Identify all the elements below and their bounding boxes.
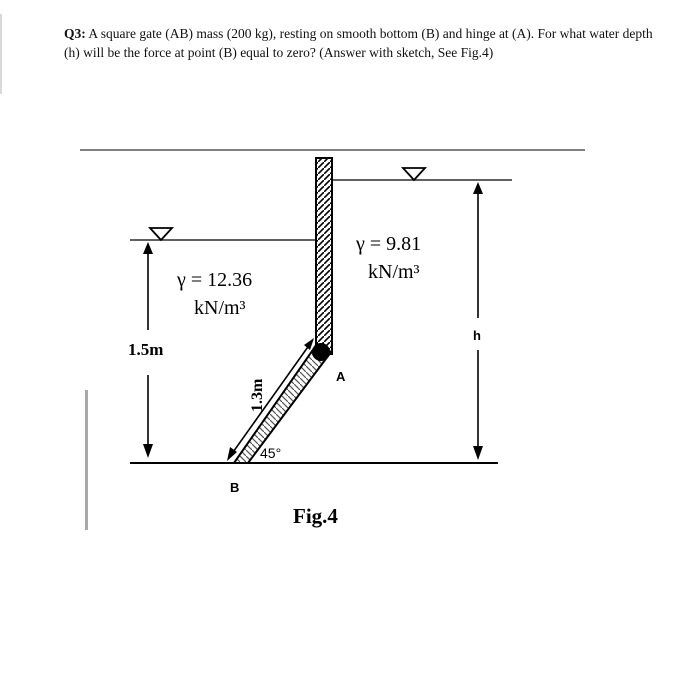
gate-length-label: 1.3m xyxy=(249,378,266,412)
vertical-wall xyxy=(316,158,332,354)
right-gamma-label: γ = 9.81 xyxy=(356,233,422,255)
gate-length-dimension xyxy=(227,338,314,461)
left-gamma-unit: kN/m³ xyxy=(194,297,246,319)
point-b-label: B xyxy=(230,480,240,495)
left-depth-label: 1.5m xyxy=(128,340,164,359)
figure-caption: Fig.4 xyxy=(293,504,338,528)
hinge-a-icon xyxy=(312,343,330,361)
left-gamma-label: γ = 12.36 xyxy=(177,269,253,291)
question-body: A square gate (AB) mass (200 kg), resting on smooth bottom (B) and hinge at (A). For what water depth (h) will be the force at point (B) equal to zero? (Answer with sketch, See Fig.4) xyxy=(64,26,653,60)
right-depth-dimension xyxy=(473,182,483,460)
depth-h-label: h xyxy=(473,328,481,343)
question-number: Q3: xyxy=(64,26,86,41)
left-surface-triangle-icon xyxy=(150,228,172,240)
right-gamma-unit: kN/m³ xyxy=(368,261,420,283)
right-surface-triangle-icon xyxy=(403,168,425,180)
angle-label: 45° xyxy=(260,445,282,461)
point-a-label: A xyxy=(336,369,346,384)
